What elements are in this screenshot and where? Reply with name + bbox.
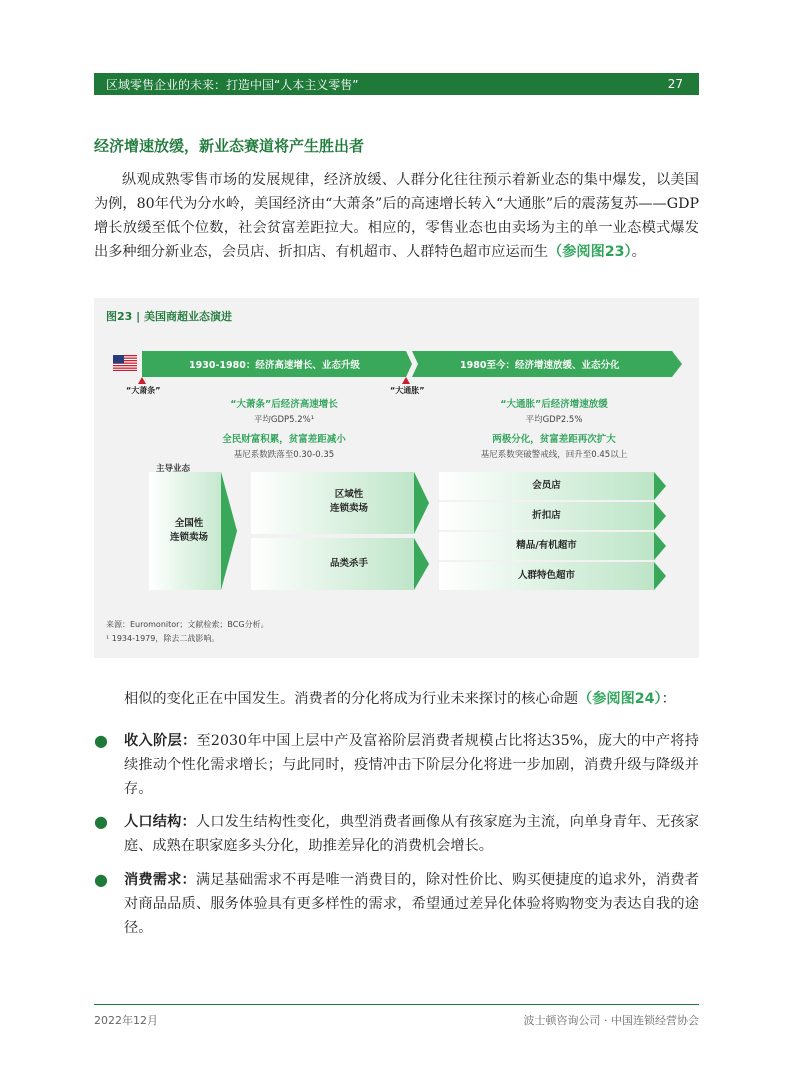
paragraph-2 xyxy=(124,688,676,708)
stage3-arrow-3 xyxy=(654,532,666,560)
header-title: 区域零售企业的未来：打造中国“人本主义零售” xyxy=(106,77,359,92)
stage2-text-1: 区域性 连锁卖场 xyxy=(329,489,368,514)
bullet-text xyxy=(124,729,699,801)
figure-source: 来源：Euromonitor；文献检索；BCG分析。 xyxy=(106,620,269,629)
marker2-label: “大通胀” xyxy=(390,386,425,395)
right-sub1: 平均GDP2.5% xyxy=(525,415,583,425)
stage-blocks xyxy=(94,298,699,658)
stage3-arrow-2 xyxy=(654,502,666,530)
figure-24-ref-link[interactable]: （参阅图24） xyxy=(578,691,662,707)
left-sub2: 基尼系数跌落至0.30-0.35 xyxy=(233,450,335,460)
intro-text: 纵观成熟零售市场的发展规律，经济放缓、人群分化往往预示着新业态的集中爆发，以美国为例，80年代为分水岭，美国经济由“大萧条”后的高速增长转入“大通胀”后的震荡复苏——GDP增长放缓至低个位数，社会贫富差距拉大。相应的，零售业态也由卖场为主的单一业态模式爆发出多种细分新业态，会员店、折扣店、有机超市、人群特色超市应运而生 xyxy=(94,172,699,260)
bullet-dot-icon: ● xyxy=(94,731,108,750)
figure-ref-link[interactable]: （参阅图23） xyxy=(548,244,632,260)
footer-divider xyxy=(94,1004,699,1005)
stage3-arrow-1 xyxy=(654,472,666,500)
figure-23 xyxy=(94,298,699,658)
left-head2: 全民财富积累，贫富差距减小 xyxy=(222,434,346,445)
intro-end: 。 xyxy=(631,244,646,260)
stage3-text-2: 折扣店 xyxy=(532,510,561,521)
stage3-text-4: 人群特色超市 xyxy=(517,570,575,581)
figure-title: 图23 | 美国商超业态演进 xyxy=(106,310,232,323)
timeline-period2-label: 1980至今：经济增速放缓、业态分化 xyxy=(460,360,620,371)
stage2-arrow-1 xyxy=(414,472,429,534)
bullet-body: 至2030年中国上层中产及富裕阶层消费者规模占比将达35%，庞大的中产将持续推动个性化需求增长；与此同时，疫情冲击下阶层分化将进一步加剧，消费升级与降级并存。 xyxy=(124,733,699,797)
figure-footnote: ¹ 1934-1979，除去二战影响。 xyxy=(106,634,220,643)
right-head1: “大通胀”后经济增速放缓 xyxy=(500,399,608,410)
left-head1: “大萧条”后经济高速增长 xyxy=(230,399,338,410)
bullet-heading: 收入阶层： xyxy=(124,733,197,749)
bullet-body: 满足基础需求不再是唯一消费目的，除对性价比、购买便捷度的追求外，消费者对商品品质、服务体验具有更多样性的需求，希望通过差异化体验将购物变为表达自我的途径。 xyxy=(124,872,699,936)
bullet-text xyxy=(124,868,699,940)
left-sub1: 平均GDP5.2%¹ xyxy=(253,415,315,425)
para2-end: ： xyxy=(661,691,676,707)
bullet-dot-icon: ● xyxy=(94,812,108,831)
para2-text: 相似的变化正在中国发生。消费者的分化将成为行业未来探讨的核心命题 xyxy=(124,691,579,707)
right-sub2: 基尼系数突破警戒线，回升至0.45以上 xyxy=(480,450,628,460)
bullet-body: 人口发生结构性变化，典型消费者画像从有孩家庭为主流，向单身青年、无孩家庭、成熟在职家庭多头分化，助推差异化的消费机会增长。 xyxy=(124,814,699,854)
stage2-text-2: 品类杀手 xyxy=(329,558,368,569)
footer-org: 波士顿咨询公司 · 中国连锁经营协会 xyxy=(523,1014,699,1027)
footer-date: 2022年12月 xyxy=(94,1014,158,1027)
header-bar xyxy=(94,73,699,95)
timeline-period1-label: 1930-1980：经济高速增长、业态升级 xyxy=(189,360,360,371)
bullet-text xyxy=(124,810,699,858)
stage3-text-1: 会员店 xyxy=(532,480,561,491)
stage1-text: 全国性 连锁卖场 xyxy=(169,518,208,543)
bullet-heading: 人口结构： xyxy=(124,814,196,830)
bullet-dot-icon: ● xyxy=(94,870,108,889)
dominant-format-label: 主导业态 xyxy=(156,464,191,474)
marker1-label: “大萧条” xyxy=(126,386,161,395)
intro-paragraph xyxy=(94,168,699,264)
stage2-arrow-2 xyxy=(414,538,429,590)
bullet-heading: 消费需求： xyxy=(124,872,196,888)
page-number: 27 xyxy=(667,77,683,91)
right-head2: 两极分化，贫富差距再次扩大 xyxy=(492,434,616,445)
stage3-text-3: 精品/有机超市 xyxy=(516,540,577,551)
stage3-arrow-4 xyxy=(654,562,666,590)
section-title: 经济增速放缓，新业态赛道将产生胜出者 xyxy=(94,137,365,155)
